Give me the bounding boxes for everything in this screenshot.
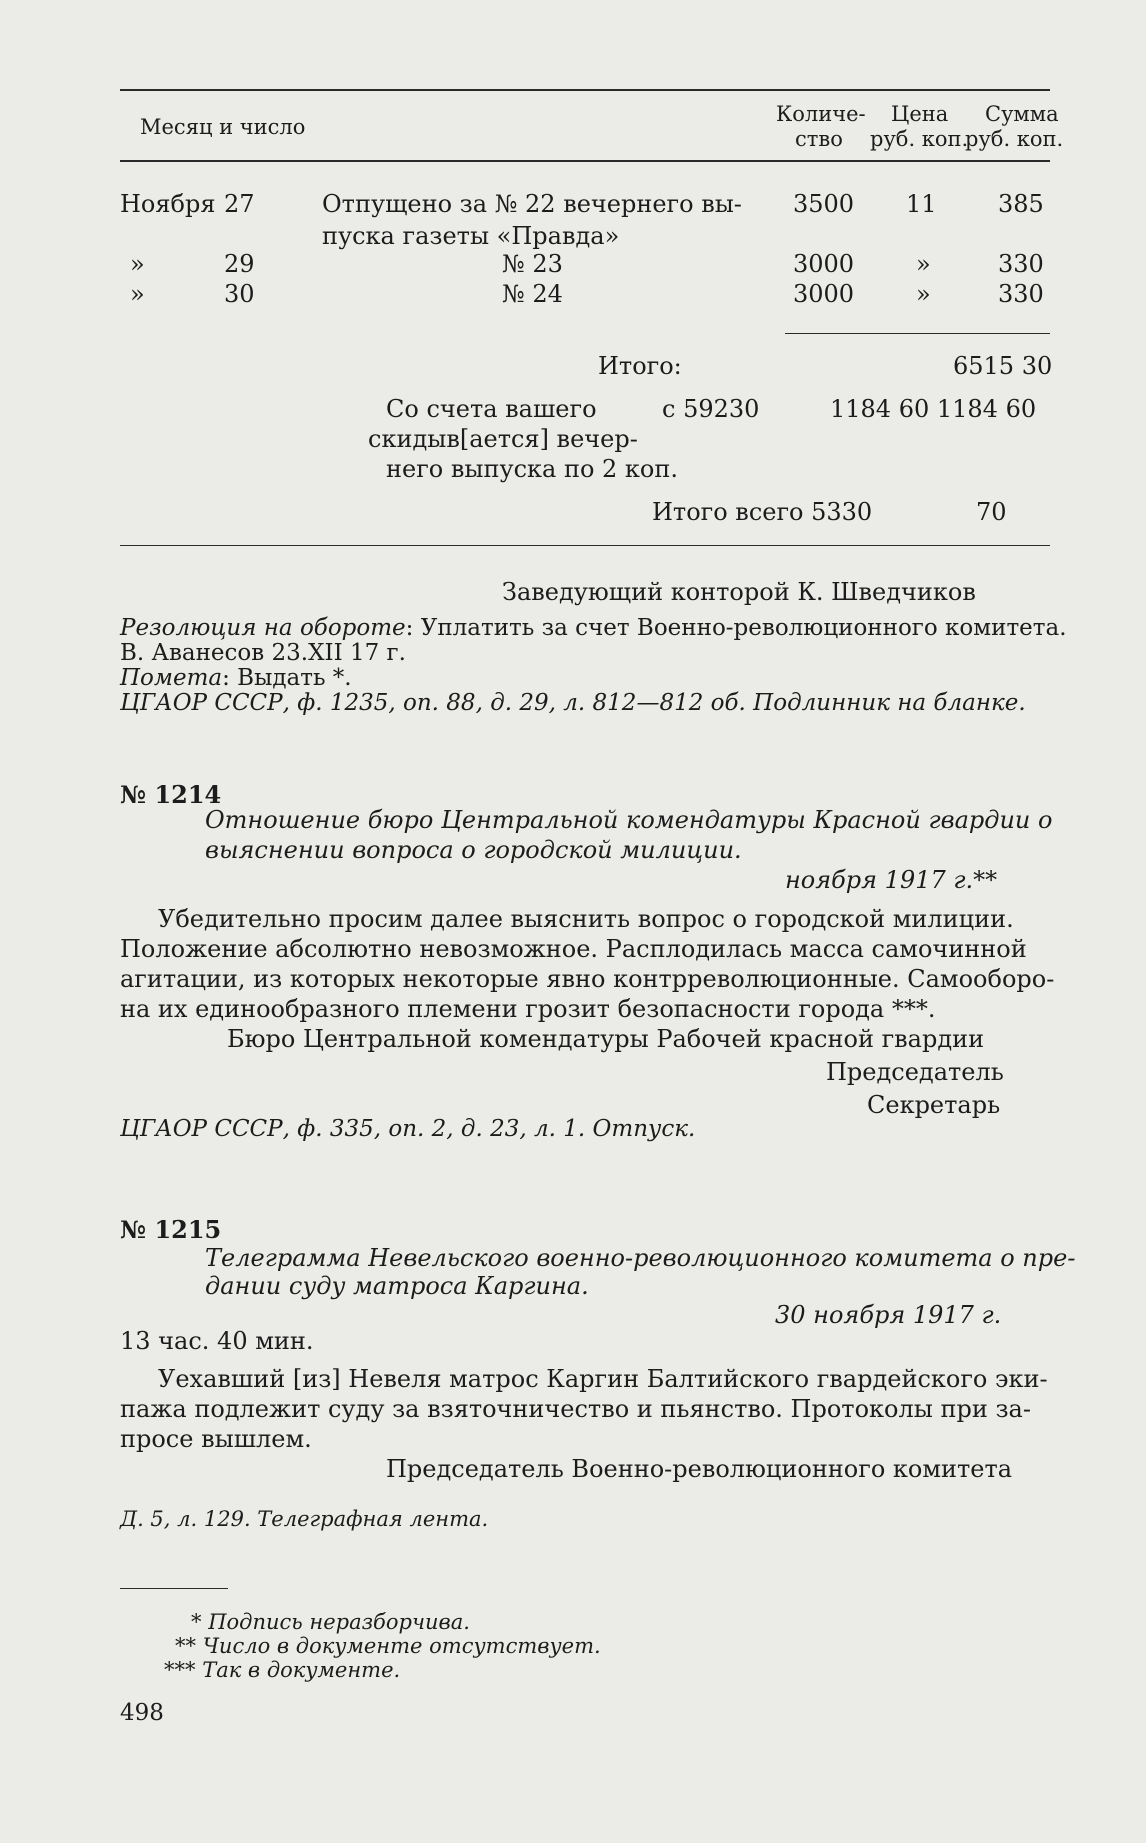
discount-line-2: скидыв[ается] вечер- <box>368 425 638 453</box>
pomet-text: : Выдать *. <box>222 665 352 691</box>
row-desc: Отпущено за № 22 вечернего вы- <box>322 190 742 218</box>
doc-sign-1215: Председатель Военно-революционного комитета <box>386 1455 1013 1483</box>
header-price-2: руб. коп. <box>870 127 969 151</box>
resolution-line <box>120 615 1067 641</box>
row-qty: 3000 <box>793 280 855 308</box>
table-top-rule <box>120 89 1050 91</box>
pomet-line <box>120 665 352 691</box>
doc-title-1214-line-2: выяснении вопроса о городской милиции. <box>205 836 742 864</box>
table-header-rule <box>120 160 1050 162</box>
footnote <box>191 1610 470 1634</box>
doc-body-1215-line-2: пажа подлежит суду за взяточничество и пьянство. Протоколы при за- <box>120 1395 1031 1423</box>
resolution-label: Резолюция на обороте <box>120 615 406 641</box>
doc-title-1214-line-1: Отношение бюро Центральной комендатуры Красной гвардии о <box>205 806 1053 834</box>
footnote-text: Так в документе. <box>202 1658 401 1682</box>
itogo-value: 6515 30 <box>953 352 1053 380</box>
header-qty-1: Количе- <box>776 102 866 126</box>
doc-body-1214-line-2: Положение абсолютно невозможное. Расплодилась масса самочинной <box>120 935 1027 963</box>
doc-sign-1214-chair: Председатель <box>826 1058 1004 1086</box>
footnote-text: Подпись неразборчива. <box>208 1610 470 1634</box>
source-citation-1: ЦГАОР СССР, ф. 1235, оп. 88, д. 29, л. 812—812 об. Подлинник на бланке. <box>120 690 1026 716</box>
doc-date-1215: 30 ноября 1917 г. <box>775 1301 1002 1329</box>
itogo-rule <box>785 333 1050 334</box>
row-month: » <box>130 280 145 308</box>
footnote-rule <box>120 1588 228 1589</box>
row-price: » <box>916 280 931 308</box>
footnote-text: Число в документе отсутствует. <box>202 1634 601 1658</box>
row-day: 29 <box>224 250 255 278</box>
bleed-through-text <box>120 62 127 87</box>
discount-line-3: него выпуска по 2 коп. <box>386 455 679 483</box>
discount-line-1c: 1184 60 1184 60 <box>830 395 1037 423</box>
row-qty: 3500 <box>793 190 855 218</box>
doc-time-1215: 13 час. 40 мин. <box>120 1327 314 1355</box>
row-price: 11 <box>906 190 937 218</box>
footnote-mark: ** <box>175 1634 196 1658</box>
doc-body-1215-line-3: просе вышлем. <box>120 1425 312 1453</box>
header-month: Месяц и число <box>140 115 306 139</box>
row-month: » <box>130 250 145 278</box>
header-sum-2: руб. коп. <box>965 127 1064 151</box>
itogo-vsego-label: Итого всего 5330 <box>652 498 873 526</box>
header-qty-2: ство <box>795 127 843 151</box>
doc-source-1214: ЦГАОР СССР, ф. 335, оп. 2, д. 23, л. 1. Отпуск. <box>120 1116 696 1142</box>
page-number: 498 <box>120 1700 164 1726</box>
table-bottom-rule <box>120 545 1050 546</box>
doc-sign-1214-secretary: Секретарь <box>867 1091 1001 1119</box>
row-price: » <box>916 250 931 278</box>
discount-line-1: Со счета вашего <box>386 395 597 423</box>
office-signature: Заведующий конторой К. Шведчиков <box>502 578 976 606</box>
doc-sign-1214-org: Бюро Центральной комендатуры Рабочей красной гвардии <box>227 1025 985 1053</box>
row-desc: № 23 <box>502 250 563 278</box>
row-desc: № 24 <box>502 280 563 308</box>
resolution-line-2: В. Аванесов 23.XII 17 г. <box>120 640 406 666</box>
doc-body-1214-line-1: Убедительно просим далее выяснить вопрос о городской милиции. <box>158 905 1014 933</box>
footnote-mark: * <box>191 1610 202 1634</box>
pomet-label: Помета <box>120 665 223 691</box>
doc-body-1214-line-3: агитации, из которых некоторые явно контрреволюционные. Самооборо- <box>120 965 1055 993</box>
row-day: 30 <box>224 280 255 308</box>
row-desc: пуска газеты «Правда» <box>322 222 620 250</box>
row-sum: 330 <box>998 250 1044 278</box>
row-day: 27 <box>224 190 255 218</box>
resolution-text: : Уплатить за счет Военно-революционного комитета. <box>405 615 1067 641</box>
row-month: Ноября <box>120 190 216 218</box>
doc-number-1214: № 1214 <box>120 780 222 809</box>
doc-body-1215-line-1: Уехавший [из] Невеля матрос Каргин Балтийского гвардейского эки- <box>158 1365 1048 1393</box>
footnote <box>175 1634 601 1658</box>
itogo-vsego-kop: 70 <box>976 498 1007 526</box>
discount-line-1b: с 59230 <box>662 395 760 423</box>
header-price-1: Цена <box>891 102 949 126</box>
doc-body-1214-line-4: на их единообразного племени грозит безопасности города ***. <box>120 995 936 1023</box>
doc-number-1215: № 1215 <box>120 1215 222 1244</box>
doc-title-1215-line-1: Телеграмма Невельского военно-революционного комитета о пре- <box>205 1244 1076 1272</box>
header-sum-1: Сумма <box>985 102 1059 126</box>
row-sum: 385 <box>998 190 1044 218</box>
row-qty: 3000 <box>793 250 855 278</box>
row-sum: 330 <box>998 280 1044 308</box>
doc-date-1214: ноября 1917 г.** <box>785 866 998 894</box>
doc-source-1215: Д. 5, л. 129. Телеграфная лента. <box>120 1507 489 1531</box>
footnote-mark: *** <box>164 1658 196 1682</box>
itogo-label: Итого: <box>598 352 682 380</box>
doc-title-1215-line-2: дании суду матроса Каргина. <box>205 1272 589 1300</box>
footnote <box>164 1658 400 1682</box>
